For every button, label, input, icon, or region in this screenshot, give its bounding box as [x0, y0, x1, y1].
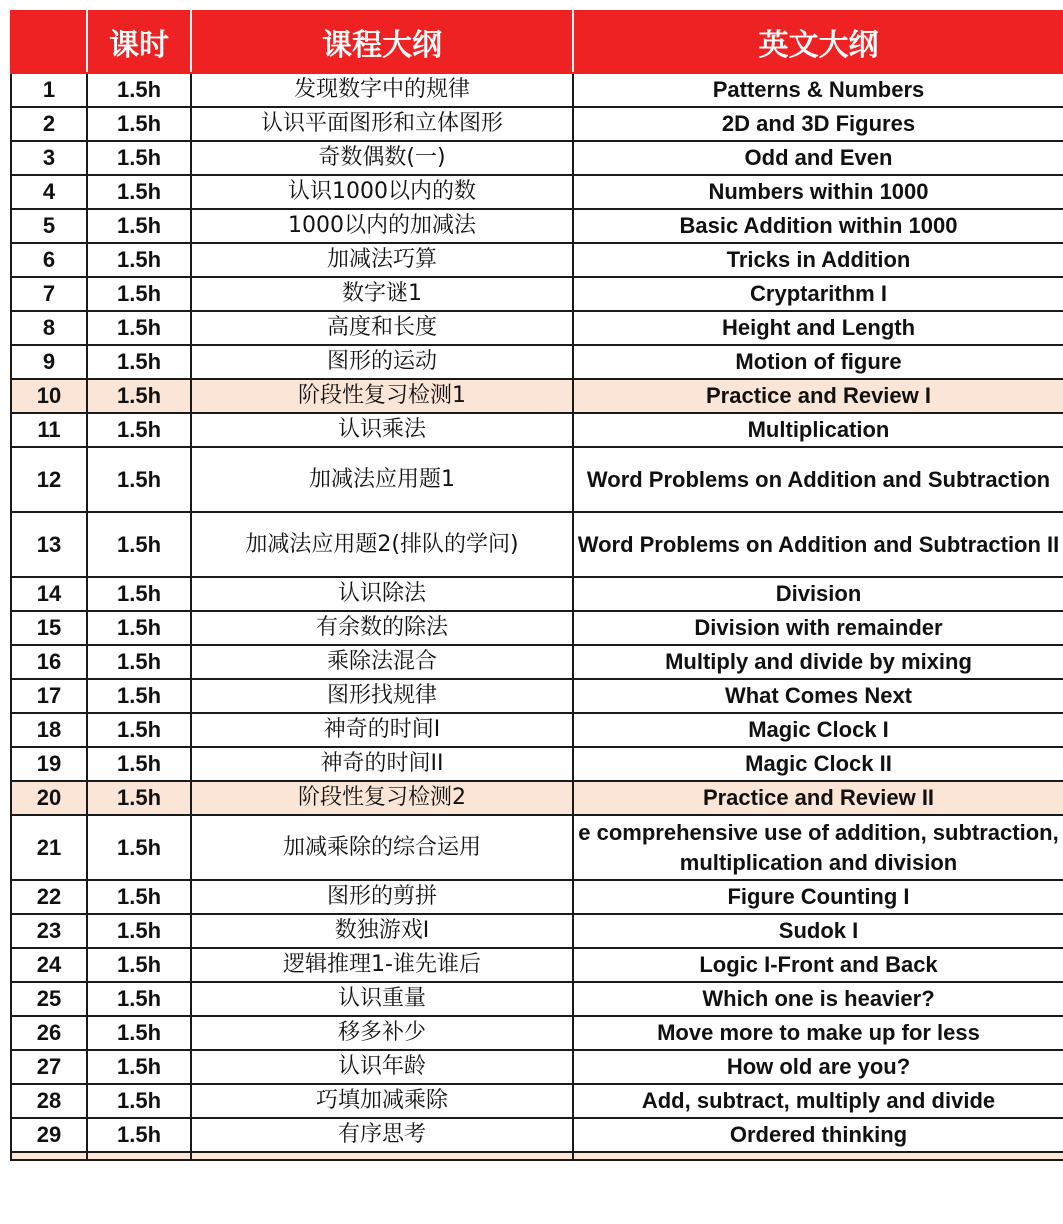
cell-outline-en: Basic Addition within 1000 [573, 209, 1063, 243]
cell-number: 22 [11, 880, 87, 914]
cell-outline-en: Multiplication [573, 413, 1063, 447]
cell-outline-en: Division [573, 577, 1063, 611]
cell-outline-cn: 数独游戏I [191, 914, 573, 948]
cell-hours: 1.5h [87, 645, 191, 679]
cell-hours: 1.5h [87, 1016, 191, 1050]
cell-number: 5 [11, 209, 87, 243]
cell-number: 28 [11, 1084, 87, 1118]
table-row [11, 512, 1063, 577]
header-outline-en: 英文大纲 [573, 11, 1063, 73]
cell-hours: 1.5h [87, 577, 191, 611]
cell-number: 3 [11, 141, 87, 175]
cell-outline-cn: 有序思考 [191, 1118, 573, 1152]
cell-number: 27 [11, 1050, 87, 1084]
cell-number: 23 [11, 914, 87, 948]
cell-hours: 1.5h [87, 209, 191, 243]
cell-outline-cn: 加减法应用题1 [191, 447, 573, 512]
cell-number: 1 [11, 73, 87, 107]
cell-hours: 1.5h [87, 311, 191, 345]
cell-hours: 1.5h [87, 713, 191, 747]
cell-outline-en: How old are you? [573, 1050, 1063, 1084]
cell-number: 20 [11, 781, 87, 815]
cell-number: 19 [11, 747, 87, 781]
cell-hours: 1.5h [87, 447, 191, 512]
table-row [11, 107, 1063, 141]
cell-outline-cn: 1000以内的加减法 [191, 209, 573, 243]
cell-outline-cn: 加减法应用题2(排队的学问) [191, 512, 573, 577]
cell-hours: 1.5h [87, 948, 191, 982]
course-outline-table [10, 10, 1063, 1161]
cell-outline-cn: 认识除法 [191, 577, 573, 611]
cell-outline-en: Cryptarithm I [573, 277, 1063, 311]
cell-outline-cn: 巧填加减乘除 [191, 1084, 573, 1118]
cell-outline-cn: 神奇的时间II [191, 747, 573, 781]
cell-hours: 1.5h [87, 611, 191, 645]
table-row [11, 611, 1063, 645]
cell-number: 29 [11, 1118, 87, 1152]
cell-outline-en: Word Problems on Addition and Subtraction II [573, 512, 1063, 577]
table-row-review [11, 379, 1063, 413]
cell-outline-en: Add, subtract, multiply and divide [573, 1084, 1063, 1118]
cell-outline-cn: 认识乘法 [191, 413, 573, 447]
course-outline-sheet [10, 10, 1063, 1161]
table-row [11, 311, 1063, 345]
cell-number: 12 [11, 447, 87, 512]
cell-outline-en: Ordered thinking [573, 1118, 1063, 1152]
cell-number: 11 [11, 413, 87, 447]
table-row [11, 713, 1063, 747]
table-row [11, 345, 1063, 379]
cell-outline-cn: 奇数偶数(一) [191, 141, 573, 175]
table-row [11, 948, 1063, 982]
cell-hours: 1.5h [87, 141, 191, 175]
cell-hours: 1.5h [87, 914, 191, 948]
cell-outline-cn: 移多补少 [191, 1016, 573, 1050]
table-row-review [11, 781, 1063, 815]
cell-outline-en: Word Problems on Addition and Subtraction [573, 447, 1063, 512]
cell-hours: 1.5h [87, 679, 191, 713]
cell-number: 26 [11, 1016, 87, 1050]
header-outline-cn: 课程大纲 [191, 11, 573, 73]
table-row [11, 577, 1063, 611]
table-row [11, 815, 1063, 880]
cell-hours: 1.5h [87, 345, 191, 379]
table-body [11, 73, 1063, 1160]
cell-cut-off [191, 1152, 573, 1160]
cell-outline-en: Multiply and divide by mixing [573, 645, 1063, 679]
cell-outline-cn: 图形的运动 [191, 345, 573, 379]
cell-outline-cn: 阶段性复习检测1 [191, 379, 573, 413]
cell-hours: 1.5h [87, 1050, 191, 1084]
cell-cut-off [573, 1152, 1063, 1160]
table-row [11, 243, 1063, 277]
cell-outline-en: e comprehensive use of addition, subtraction, multiplication and division [573, 815, 1063, 880]
cell-outline-en: Odd and Even [573, 141, 1063, 175]
cell-outline-en: Logic I-Front and Back [573, 948, 1063, 982]
cell-number: 18 [11, 713, 87, 747]
cell-hours: 1.5h [87, 982, 191, 1016]
cell-outline-en: Sudok I [573, 914, 1063, 948]
cell-outline-cn: 认识重量 [191, 982, 573, 1016]
cell-outline-en: Division with remainder [573, 611, 1063, 645]
cell-number: 8 [11, 311, 87, 345]
cell-outline-en: Numbers within 1000 [573, 175, 1063, 209]
cell-outline-cn: 有余数的除法 [191, 611, 573, 645]
cell-outline-cn: 逻辑推理1-谁先谁后 [191, 948, 573, 982]
cell-number: 4 [11, 175, 87, 209]
cell-number: 24 [11, 948, 87, 982]
table-row [11, 914, 1063, 948]
table-row [11, 1050, 1063, 1084]
cell-outline-cn: 数字谜1 [191, 277, 573, 311]
table-row [11, 1084, 1063, 1118]
cell-outline-en: Which one is heavier? [573, 982, 1063, 1016]
cell-outline-en: Move more to make up for less [573, 1016, 1063, 1050]
cell-outline-en: Practice and Review I [573, 379, 1063, 413]
cell-number: 17 [11, 679, 87, 713]
cell-outline-en: Patterns & Numbers [573, 73, 1063, 107]
cell-number: 25 [11, 982, 87, 1016]
cell-outline-cn: 认识年龄 [191, 1050, 573, 1084]
cell-outline-cn: 认识1000以内的数 [191, 175, 573, 209]
cell-hours: 1.5h [87, 781, 191, 815]
table-row [11, 645, 1063, 679]
cell-outline-cn: 乘除法混合 [191, 645, 573, 679]
cell-outline-en: 2D and 3D Figures [573, 107, 1063, 141]
cell-outline-cn: 认识平面图形和立体图形 [191, 107, 573, 141]
cell-hours: 1.5h [87, 243, 191, 277]
header-number [11, 11, 87, 73]
table-row [11, 141, 1063, 175]
table-header [11, 11, 1063, 73]
table-row [11, 982, 1063, 1016]
cell-number: 10 [11, 379, 87, 413]
cell-outline-cn: 图形的剪拼 [191, 880, 573, 914]
cell-number: 13 [11, 512, 87, 577]
table-row [11, 1118, 1063, 1152]
cell-hours: 1.5h [87, 747, 191, 781]
cell-outline-en: Magic Clock I [573, 713, 1063, 747]
cell-outline-cn: 加减乘除的综合运用 [191, 815, 573, 880]
header-row [11, 11, 1063, 73]
cell-outline-cn: 图形找规律 [191, 679, 573, 713]
cell-outline-cn: 神奇的时间I [191, 713, 573, 747]
cell-hours: 1.5h [87, 512, 191, 577]
table-row [11, 175, 1063, 209]
cell-hours: 1.5h [87, 379, 191, 413]
cell-number: 21 [11, 815, 87, 880]
cell-outline-cn: 发现数字中的规律 [191, 73, 573, 107]
cell-cut-off [87, 1152, 191, 1160]
table-row [11, 1016, 1063, 1050]
cell-hours: 1.5h [87, 73, 191, 107]
cell-hours: 1.5h [87, 107, 191, 141]
table-row [11, 679, 1063, 713]
table-row [11, 413, 1063, 447]
table-row [11, 209, 1063, 243]
table-row [11, 447, 1063, 512]
cell-outline-en: Tricks in Addition [573, 243, 1063, 277]
cell-outline-cn: 高度和长度 [191, 311, 573, 345]
cell-hours: 1.5h [87, 175, 191, 209]
cell-number: 2 [11, 107, 87, 141]
cell-number: 7 [11, 277, 87, 311]
cell-hours: 1.5h [87, 880, 191, 914]
cell-outline-en: Motion of figure [573, 345, 1063, 379]
cell-number: 15 [11, 611, 87, 645]
cell-number: 6 [11, 243, 87, 277]
cell-hours: 1.5h [87, 413, 191, 447]
cell-outline-cn: 阶段性复习检测2 [191, 781, 573, 815]
cell-number: 9 [11, 345, 87, 379]
cell-outline-en: Magic Clock II [573, 747, 1063, 781]
cell-hours: 1.5h [87, 277, 191, 311]
table-row-cut-off [11, 1152, 1063, 1160]
cell-outline-en: What Comes Next [573, 679, 1063, 713]
cell-number: 14 [11, 577, 87, 611]
cell-number: 16 [11, 645, 87, 679]
cell-outline-en: Figure Counting I [573, 880, 1063, 914]
header-hours: 课时 [87, 11, 191, 73]
cell-outline-en: Practice and Review II [573, 781, 1063, 815]
cell-outline-en: Height and Length [573, 311, 1063, 345]
table-row [11, 73, 1063, 107]
cell-hours: 1.5h [87, 1084, 191, 1118]
table-row [11, 747, 1063, 781]
cell-hours: 1.5h [87, 815, 191, 880]
table-row [11, 277, 1063, 311]
cell-cut-off [11, 1152, 87, 1160]
cell-outline-cn: 加减法巧算 [191, 243, 573, 277]
cell-hours: 1.5h [87, 1118, 191, 1152]
table-row [11, 880, 1063, 914]
